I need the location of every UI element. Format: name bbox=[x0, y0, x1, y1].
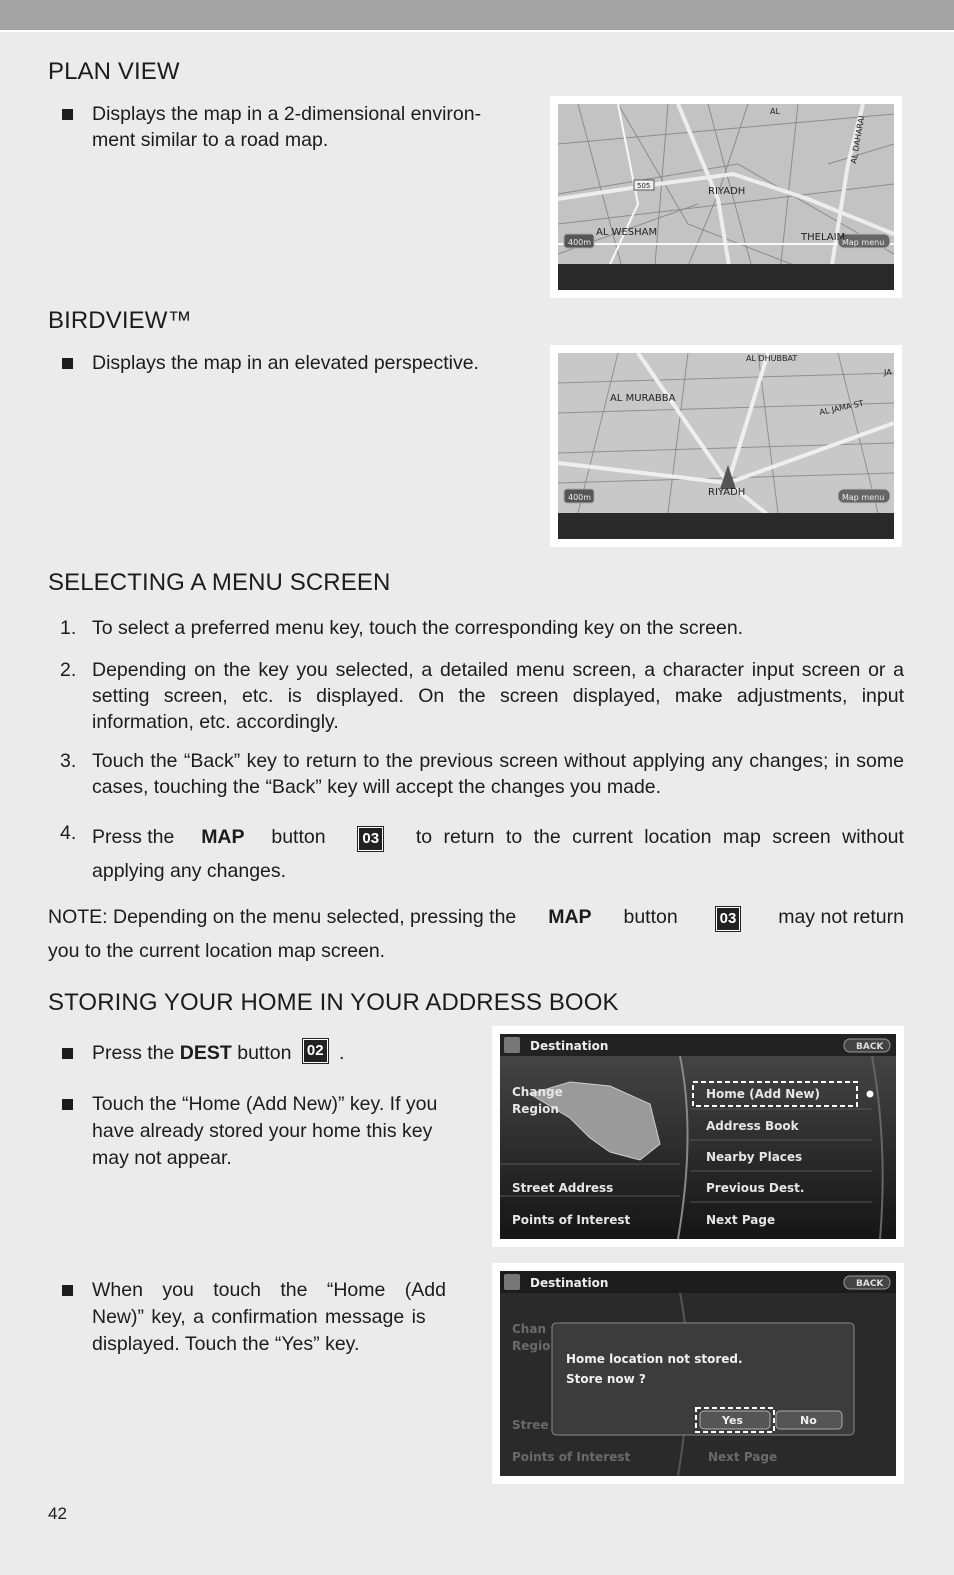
selecting-heading: SELECTING A MENU SCREEN bbox=[48, 569, 391, 596]
bullet-square-icon bbox=[62, 1285, 73, 1296]
confirm-dialog-screenshot bbox=[492, 1263, 904, 1484]
dest-bullet bbox=[62, 1038, 462, 1072]
list-text: Touch the “Back” key to return to the previous screen without applying any changes; in some cases, touching the “Back” key will accept the changes you made. bbox=[92, 750, 904, 798]
map-scale-label: 400m bbox=[568, 493, 592, 502]
dest-button-label: DEST bbox=[179, 1042, 232, 1064]
bullet-square-icon bbox=[62, 1048, 73, 1059]
list-text-line2: applying any changes. bbox=[92, 860, 287, 882]
back-button: BACK bbox=[856, 1042, 884, 1052]
map-label: JA bbox=[884, 368, 892, 377]
plan-view-bullet bbox=[62, 101, 522, 161]
change-region-key[interactable]: Change bbox=[512, 1085, 563, 1099]
bg-key: Points of Interest bbox=[512, 1450, 631, 1464]
map-label: AL WESHAM bbox=[596, 227, 658, 238]
map-button-badge: 03 bbox=[716, 907, 741, 931]
plan-view-heading: PLAN VIEW bbox=[48, 58, 180, 85]
birdview-text: Displays the map in an elevated perspective. bbox=[92, 352, 479, 374]
plan-view-map-image bbox=[550, 96, 902, 298]
map-label: AL DAHARAI bbox=[849, 114, 867, 165]
bullet-text: displayed. Touch the “Yes” key. bbox=[92, 1333, 360, 1355]
list-item bbox=[60, 657, 905, 735]
street-address-key[interactable]: Street Address bbox=[512, 1181, 614, 1195]
yes-button[interactable]: Yes bbox=[722, 1414, 743, 1427]
birdview-map-image bbox=[550, 345, 902, 547]
storing-heading: STORING YOUR HOME IN YOUR ADDRESS BOOK bbox=[48, 989, 619, 1016]
bg-key: Next Page bbox=[708, 1450, 778, 1464]
back-button: BACK bbox=[856, 1279, 884, 1289]
next-page-key[interactable]: Next Page bbox=[706, 1213, 776, 1227]
bullet-text: . bbox=[338, 1042, 345, 1064]
dest-button-badge: 02 bbox=[303, 1039, 328, 1063]
list-number: 1. bbox=[60, 617, 77, 639]
home-add-bullet bbox=[62, 1091, 462, 1171]
bullet-text: When you touch the “Home (Add bbox=[92, 1279, 446, 1301]
destination-menu-screenshot bbox=[492, 1026, 904, 1247]
list-item bbox=[60, 615, 905, 641]
screen-title: Destination bbox=[530, 1039, 609, 1053]
map-button-label: MAP bbox=[548, 906, 592, 928]
list-number: 4. bbox=[60, 822, 77, 844]
birdview-bullet bbox=[62, 350, 532, 380]
points-of-interest-key[interactable]: Points of Interest bbox=[512, 1213, 631, 1227]
note-paragraph bbox=[48, 900, 904, 968]
map-menu-button: Map menu bbox=[842, 493, 885, 502]
bullet-text-justified bbox=[92, 1277, 462, 1304]
plan-view-text-line2: ment similar to a road map. bbox=[92, 129, 329, 151]
top-header-bar bbox=[0, 0, 954, 32]
plan-view-text-line1: Displays the map in a 2-dimensional environ- bbox=[92, 103, 482, 125]
map-label: AL DHUBBAT bbox=[746, 354, 798, 363]
list-text: Press the bbox=[92, 826, 175, 848]
map-button-badge: 03 bbox=[358, 827, 383, 851]
map-label: RIYADH bbox=[708, 186, 746, 197]
map-label: THELAIM bbox=[801, 232, 846, 243]
no-button[interactable]: No bbox=[800, 1414, 817, 1427]
bullet-text: have already stored your home this key bbox=[92, 1120, 433, 1142]
screen-title: Destination bbox=[530, 1276, 609, 1290]
bg-key: Chan bbox=[512, 1322, 546, 1336]
map-label: AL JAMA ST bbox=[818, 398, 865, 417]
previous-dest-key[interactable]: Previous Dest. bbox=[706, 1181, 805, 1195]
confirm-bullet bbox=[62, 1277, 462, 1357]
home-add-new-key[interactable]: Home (Add New) bbox=[706, 1087, 820, 1101]
page-number: 42 bbox=[48, 1504, 67, 1523]
bg-key: Regio bbox=[512, 1339, 551, 1353]
bullet-square-icon bbox=[62, 109, 73, 120]
list-text: To select a preferred menu key, touch the corresponding key on the screen. bbox=[92, 617, 744, 639]
list-item bbox=[60, 748, 905, 800]
map-scale-label: 400m bbox=[568, 238, 592, 247]
bullet-text: New)” key, a confirmation message is bbox=[92, 1306, 426, 1328]
dialog-message-line2: Store now ? bbox=[566, 1372, 646, 1386]
bullet-text: may not appear. bbox=[92, 1147, 232, 1169]
bg-key: Stree bbox=[512, 1418, 549, 1432]
change-region-key-line2[interactable]: Region bbox=[512, 1102, 559, 1116]
bullet-square-icon bbox=[62, 1099, 73, 1110]
list-item bbox=[60, 820, 905, 890]
list-text: to return to the current location map screen without bbox=[415, 826, 904, 848]
bullet-square-icon bbox=[62, 358, 73, 369]
list-number: 3. bbox=[60, 750, 77, 772]
map-menu-button: Map menu bbox=[842, 238, 885, 247]
list-text: Depending on the key you selected, a detailed menu screen, a character input screen or a setting screen, etc. is displayed. On the screen displayed, make adjustments, input information, etc. accordingly. bbox=[92, 659, 904, 733]
bullet-text: button bbox=[237, 1042, 292, 1064]
note-text: button bbox=[623, 906, 678, 928]
list-number: 2. bbox=[60, 659, 77, 681]
map-label: RIYADH bbox=[708, 487, 746, 498]
note-text: may not return bbox=[778, 906, 904, 928]
dialog-message-line1: Home location not stored. bbox=[566, 1352, 743, 1366]
birdview-heading: BIRDVIEW™ bbox=[48, 307, 192, 334]
bullet-text: Press the bbox=[92, 1042, 175, 1064]
map-label: 505 bbox=[637, 182, 651, 190]
nearby-places-key[interactable]: Nearby Places bbox=[706, 1150, 803, 1164]
map-label: AL bbox=[770, 107, 780, 116]
note-text: NOTE: Depending on the menu selected, pressing the bbox=[48, 906, 517, 928]
address-book-key[interactable]: Address Book bbox=[706, 1119, 799, 1133]
bullet-text: Touch the “Home (Add New)” key. If you bbox=[92, 1093, 438, 1115]
map-button-label: MAP bbox=[201, 826, 245, 848]
note-text-line2: you to the current location map screen. bbox=[48, 940, 386, 962]
map-label: AL MURABBA bbox=[610, 393, 676, 404]
list-text: button bbox=[271, 826, 326, 848]
